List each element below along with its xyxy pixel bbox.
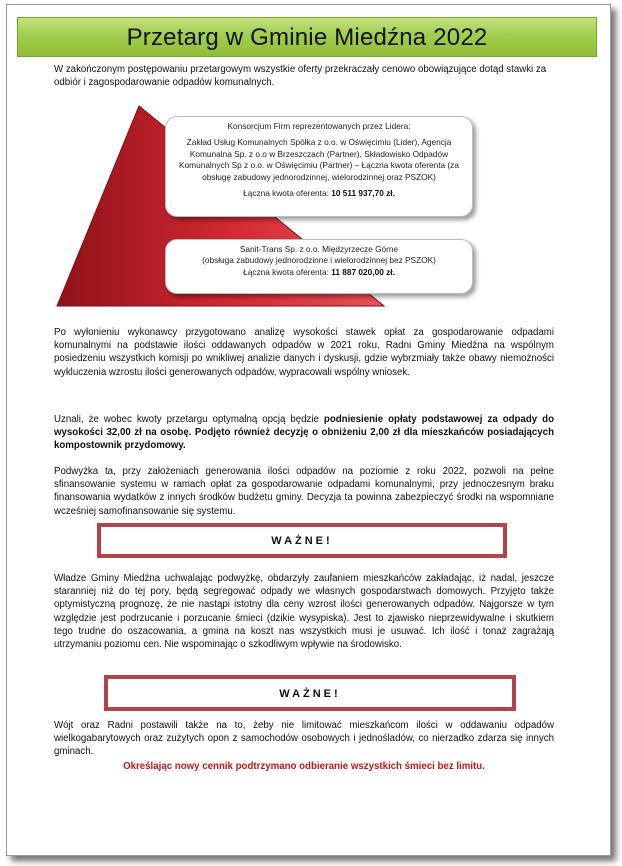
offer2-scope: (obsługa zabudowy jednorodzinne i wielorodzinnej bez PSZOK) xyxy=(202,255,436,266)
offer1-amount-label: Łączna kwota oferenta: xyxy=(243,188,332,199)
title-banner xyxy=(17,17,597,57)
offer1-header: Konsorcjum Firm reprezentowanych przez Lidera: xyxy=(227,121,411,131)
paragraph-trust: Władze Gminy Miedźna uchwalając podwyżkę, obdarzyły zaufaniem mieszkańców zakładając, iż nadal, jeszcze staranniej niż do tej pory, będą segregować odpady we własnych gospodarstwach domowych. Przyjęto także optymistyczną prognozę, że nie nastąpi istotny dla ceny wzrost ilości generowanych odpadów. Najgorsze w tym względzie jest podrzucanie i porzucanie śmieci (dzikie wysypiska). Jest to zjawisko nieprzewidywalne i skutkiem tego trudne do oszacowania, a gmina na koszt nas wszystkich musi je usuwać. Ich ilość i tonaż zagrażają utrzymaniu poziomu cen. Nie wspominając o szkodliwym wpływie na środowisko. xyxy=(54,573,554,651)
closing-statement: Określając nowy cennik podtrzymano odbieranie wszystkich śmieci bez limitu. xyxy=(123,761,485,772)
document-page xyxy=(6,4,611,856)
offer-box-sanit-trans xyxy=(165,239,473,294)
paragraph-analysis: Po wyłonieniu wykonawcy przygotowano analizę wysokości stawek opłat za gospodarowanie odpadami komunalnymi na podstawie ilości oddawanych odpadów w 2021 roku. Radni Gminy Miedźna na wspólnym posiedzeniu wszystkich komisji po wnikliwej analizie danych i dyskusji, gdzie wybrzmiały także obawy niemożności wykluczenia wzrostu ilości generowanych odpadów, wypracowali wspólny wniosek. xyxy=(54,327,554,378)
offer1-amount: 10 511 937,70 zł. xyxy=(331,188,395,199)
paragraph-no-limit: Wójt oraz Radni postawili także na to, żeby nie limitować mieszkańcom ilości w oddawaniu odpadów wielkogabarytowych oraz zużytych opon z samochodów osobowych i jednośladów, co nierzadko zdarza się innych gminach. xyxy=(54,720,554,758)
decision-bold-text: podniesienie opłaty podstawowej za odpady do wysokości 32,00 zł na osobę. Podjęto również decyzję o obniżeniu 2,00 zł dla mieszkańców posiadających kompostownik przydomowy. xyxy=(54,414,554,452)
offer2-name: Sanit-Trans Sp. z o.o. Międzyrzecze Górne xyxy=(239,244,399,254)
important-banner-1: WAŻNE! xyxy=(97,523,507,558)
offer-box-consortium xyxy=(165,116,473,217)
offer1-body: Zakład Usług Komunalnych Spółka z o.o. w Oświęcimiu (Lider), Agencja Komunalna Sp. z o.o w Brzeszczach (Partner), Składowisko Odpadów Komunalnych Sp z o.o. w Oświęcimiu (Partner) – Łączna kwota oferenta (za obsługę zabudowy jednorodzinnej, wielorodzinnej oraz PSZOK) xyxy=(179,137,459,182)
decision-text: Uznali, że wobec kwoty przetargu optymalną opcją będzie xyxy=(54,414,324,425)
offer2-amount-label: Łączna kwota oferenta: xyxy=(243,266,332,277)
intro-paragraph: W zakończonym postępowaniu przetargowym wszystkie oferty przekraczały cenowo obowiązujące dotąd stawki za odbiór i zagospodarowanie odpadów komunalnych. xyxy=(54,64,547,89)
offer2-amount-line xyxy=(176,267,462,278)
page-title: Przetarg w Gminie Miedźna 2022 xyxy=(126,24,488,51)
paragraph-financing: Podwyżka ta, przy założeniach generowania ilości odpadów na poziomie z roku 2022, pozwoli na pełne sfinansowanie systemu w ramach opłat za gospodarowanie odpadami komunalnymi, przy jednoczesnym braku finansowania wydatków z innych środków budżetu gminy. Decyzja ta powinna zabezpieczyć środki na wspomniane wcześniej samofinansowanie się systemu. xyxy=(54,466,554,517)
important-banner-2: WAŻNE! xyxy=(104,675,516,711)
paragraph-decision xyxy=(54,413,554,453)
offer2-amount: 11 887 020,00 zł. xyxy=(331,266,395,277)
offer1-amount-line xyxy=(176,188,462,199)
